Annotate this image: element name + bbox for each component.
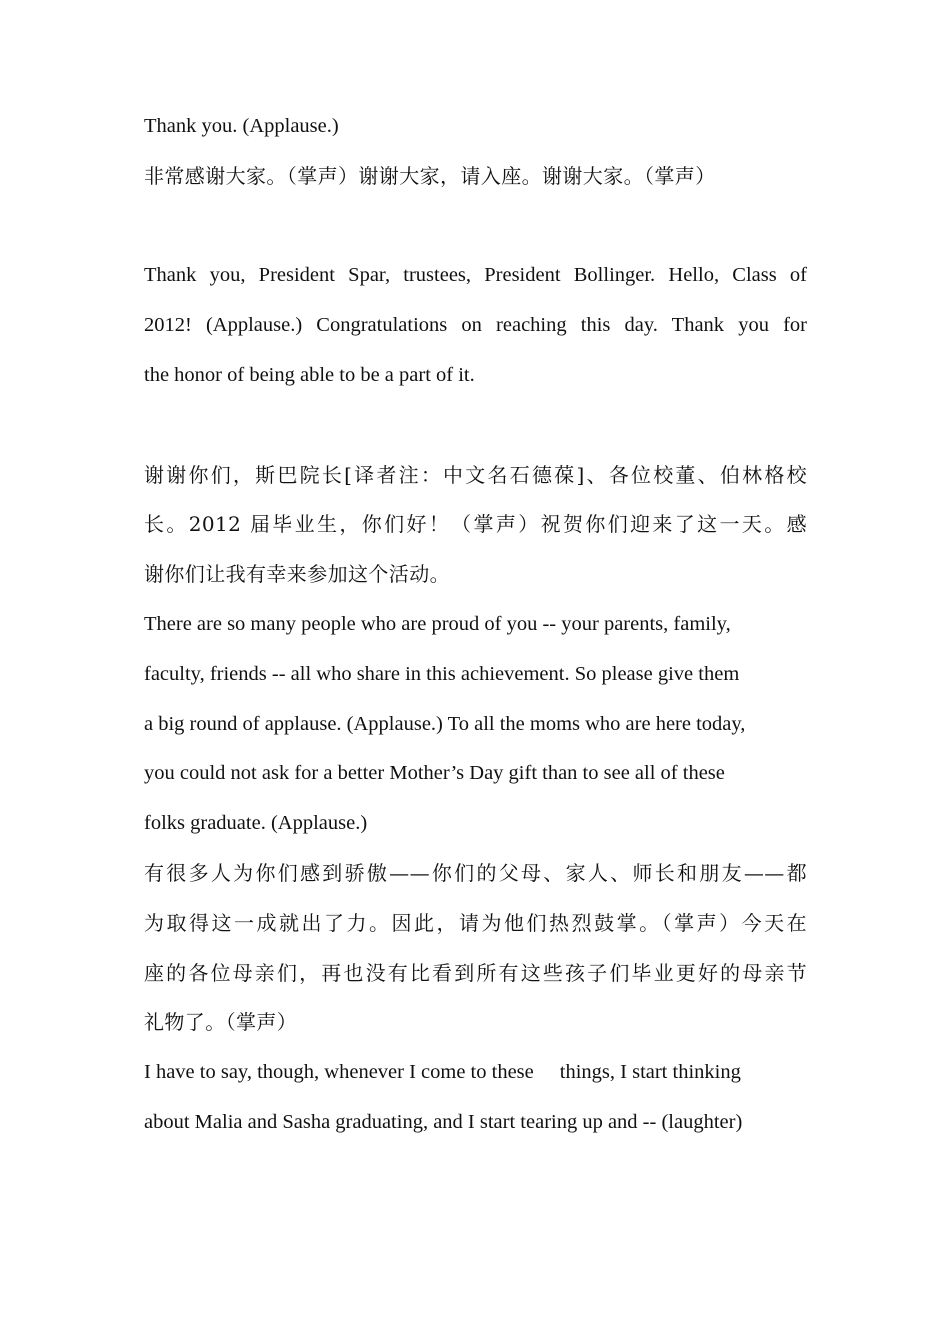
text-segment: I have to say, though, whenever I come to these <box>144 1061 534 1084</box>
text-line-en: 2012! (Applause.) Congratulations on reaching this day. Thank you for <box>144 314 807 337</box>
text-line-en: about Malia and Sasha graduating, and I start tearing up and -- (laughter) <box>144 1110 743 1133</box>
text-line-zh: 谢谢你们，斯巴院长[译者注：中文名石德葆]、各位校董、伯林格校 <box>144 462 807 487</box>
text-line-zh: 座的各位母亲们，再也没有比看到所有这些孩子们毕业更好的母亲节 <box>144 960 807 985</box>
text-line-en: a big round of applause. (Applause.) To all the moms who are here today, <box>144 712 746 735</box>
text-line-en: folks graduate. (Applause.) <box>144 812 368 835</box>
speech-transcript <box>144 102 807 1148</box>
text-segment: things, I start thinking <box>559 1061 741 1084</box>
blank-line <box>144 401 807 451</box>
text-line-zh: 谢你们让我有幸来参加这个活动。 <box>144 562 450 587</box>
text-line-zh: 非常感谢大家。（掌声）谢谢大家，请入座。谢谢大家。（掌声） <box>144 163 716 188</box>
text-line-en: There are so many people who are proud of you -- your parents, family, <box>144 612 731 635</box>
text-line-zh: 为取得这一成就出了力。因此，请为他们热烈鼓掌。（掌声）今天在 <box>144 910 807 935</box>
text-line-zh: 有很多人为你们感到骄傲——你们的父母、家人、师长和朋友——都 <box>144 860 807 885</box>
text-line-zh: 礼物了。（掌声） <box>144 1010 298 1035</box>
text-line-en: Thank you. (Applause.) <box>144 115 339 137</box>
text-line-zh: 长。2012 届毕业生，你们好！（掌声）祝贺你们迎来了这一天。感 <box>144 512 807 537</box>
text-line-en <box>144 1048 807 1098</box>
blank-line <box>144 202 807 252</box>
text-line-en: faculty, friends -- all who share in this achievement. So please give them <box>144 662 740 685</box>
text-line-en: you could not ask for a better Mother’s Day gift than to see all of these <box>144 762 725 785</box>
text-line-en: the honor of being able to be a part of it. <box>144 363 475 386</box>
text-line-en: Thank you, President Spar, trustees, President Bollinger. Hello, Class of <box>144 264 807 287</box>
